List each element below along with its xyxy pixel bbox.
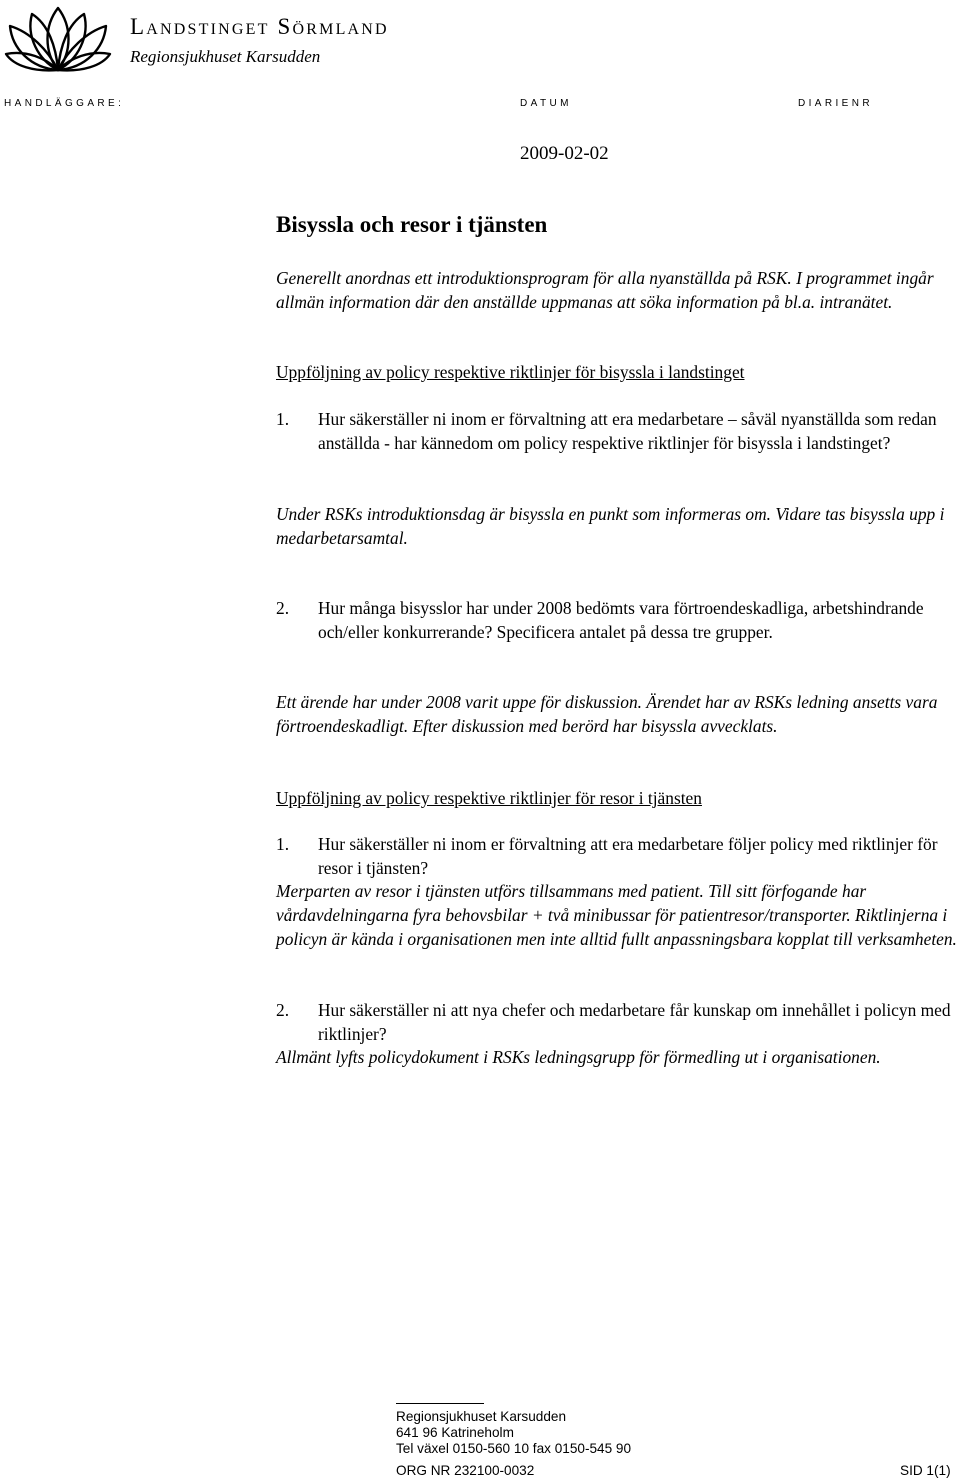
section-heading-bisyssla: Uppföljning av policy respektive riktlinjer för bisyssla i landstinget — [276, 362, 745, 382]
section-heading-resor: Uppföljning av policy respektive riktlinjer för resor i tjänsten — [276, 788, 702, 808]
document-title: Bisyssla och resor i tjänsten — [276, 212, 548, 237]
answer-text: Merparten av resor i tjänsten utförs tillsammans med patient. Till sitt förfogande har vårdavdelningarna fyra behovsbilar + två minibussar för patientresor/transporter. Riktlinjerna i policyn är kända i organisationen men inte alltid fullt anpassningsbara kopplat till verksamheten. — [276, 881, 957, 949]
question-text: Hur säkerställer ni att nya chefer och medarbetare får kunskap om innehållet i policyn med riktlinjer? — [318, 1000, 951, 1044]
intro-paragraph: Generellt anordnas ett introduktionsprogram för alla nyanställda på RSK. I programmet ingår allmän information där den anställde uppmanas att söka information på bl.a. intranätet. — [276, 268, 934, 312]
answer-text: Under RSKs introduktionsdag är bisyssla en punkt som informeras om. Vidare tas bisyssla upp i medarbetarsamtal. — [276, 504, 945, 548]
question-text: Hur säkerställer ni inom er förvaltning att era medarbetare – såväl nyanställda som redan anställda - har kännedom om policy respektive riktlinjer för bisyssla i landstinget? — [318, 409, 937, 453]
handlaggare-label: HANDLÄGGARE: — [4, 98, 125, 109]
footer-address-city: 641 96 Katrineholm — [396, 1425, 514, 1440]
answer-text: Allmänt lyfts policydokument i RSKs ledningsgrupp för förmedling ut i organisationen. — [276, 1047, 881, 1067]
datum-label: DATUM — [520, 98, 572, 109]
question-number: 2. — [276, 1000, 290, 1020]
landstinget-logo-icon — [4, 4, 112, 74]
footer-page-number: SID 1(1) — [900, 1463, 951, 1478]
diarienr-label: DIARIENR — [798, 98, 873, 109]
question-text: Hur många bisysslor har under 2008 bedömts vara förtroendeskadliga, arbetshindrande och/eller konkurrerande? Specificera antalet på dessa tre grupper. — [318, 598, 924, 642]
footer-phone: Tel växel 0150-560 10 fax 0150-545 90 — [396, 1441, 632, 1456]
document-date: 2009-02-02 — [520, 143, 609, 164]
footer-address-name: Regionsjukhuset Karsudden — [396, 1409, 567, 1424]
footer-divider — [396, 1403, 484, 1404]
unit-name: Regionsjukhuset Karsudden — [130, 47, 321, 66]
question-number: 1. — [276, 409, 290, 429]
question-number: 1. — [276, 834, 290, 854]
org-name: Landstinget Sörmland — [130, 14, 389, 39]
question-number: 2. — [276, 598, 290, 618]
question-text: Hur säkerställer ni inom er förvaltning att era medarbetare följer policy med riktlinjer för resor i tjänsten? — [318, 834, 938, 878]
answer-text: Ett ärende har under 2008 varit uppe för diskussion. Ärendet har av RSKs ledning ansetts vara förtroendeskadligt. Efter diskussion med berörd har bisyssla avvecklats. — [276, 692, 938, 736]
footer-org-nr: ORG NR 232100-0032 — [396, 1463, 535, 1478]
